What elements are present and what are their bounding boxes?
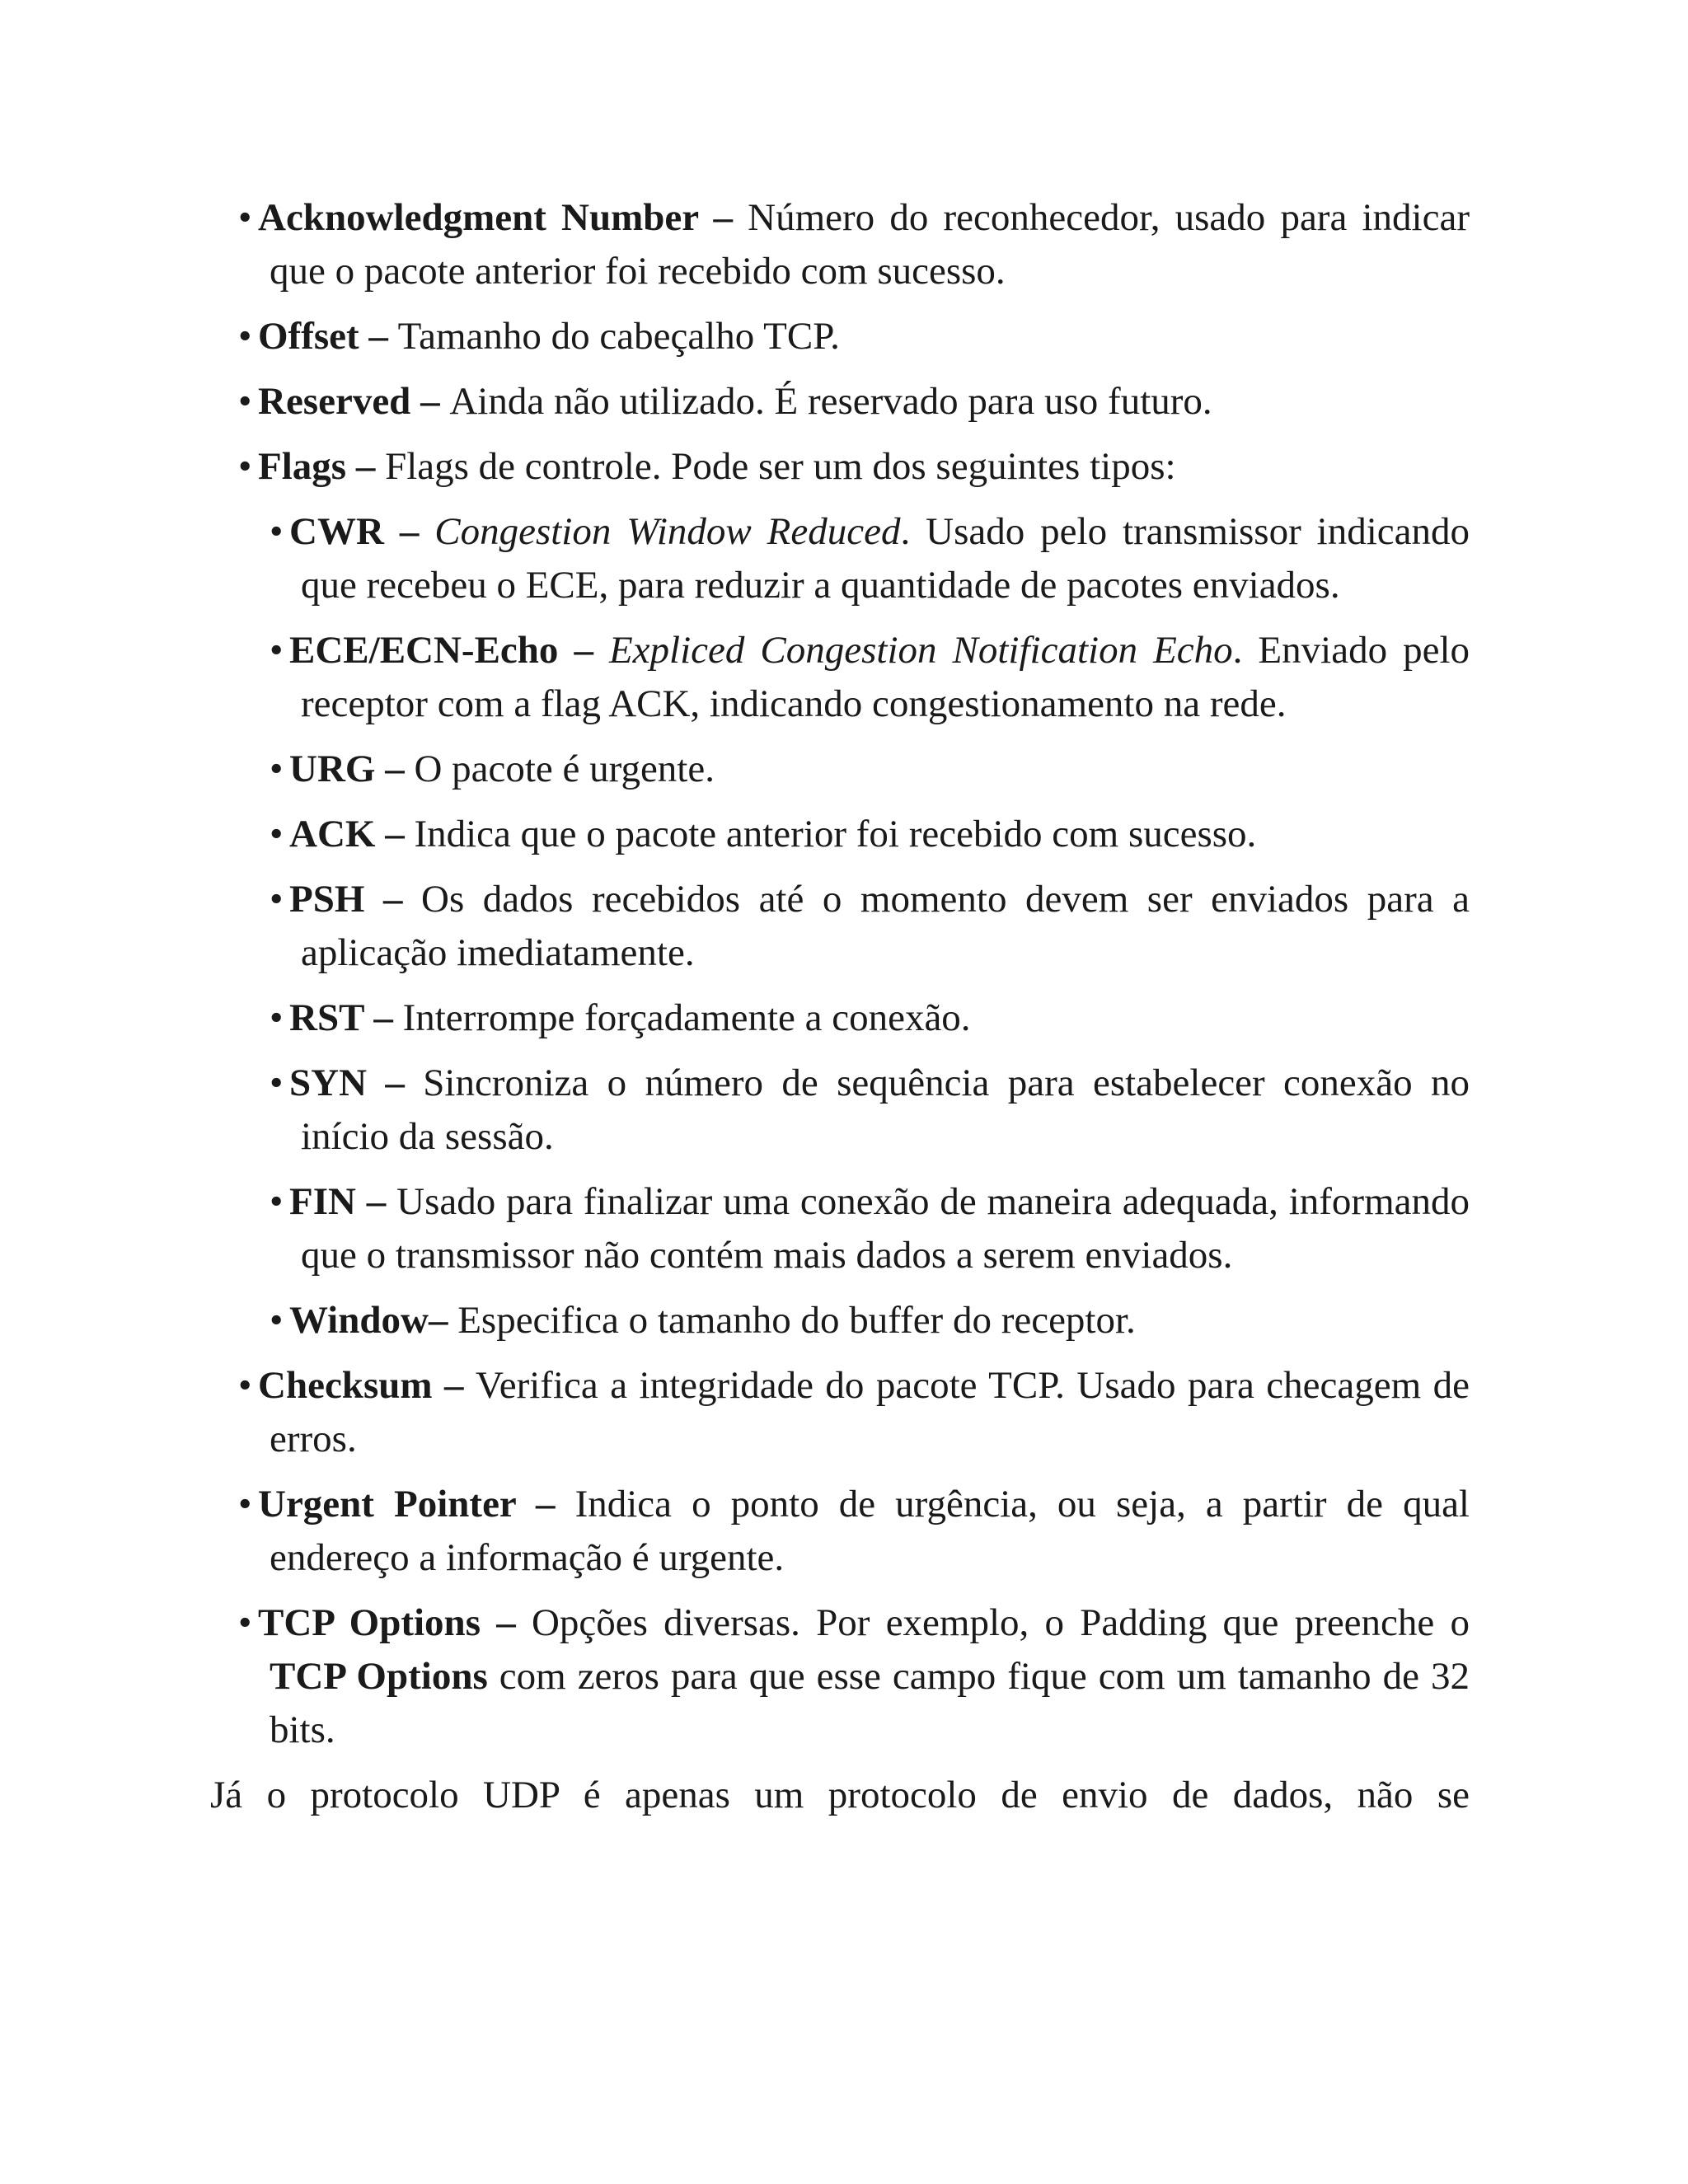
field-term: Urgent Pointer [258, 1483, 516, 1526]
bullet-marker: • [270, 878, 284, 921]
field-term: FIN [289, 1180, 356, 1223]
field-description: O pacote é urgente. [414, 748, 715, 790]
term-dash: – [355, 1180, 397, 1223]
field-term: PSH [289, 878, 365, 921]
field-description-continued: com zeros para que esse campo fique com um tamanho de 32 bits. [270, 1655, 1470, 1751]
field-description: . Usado pelo transmissor indicando que recebeu o ECE, para reduzir a quantidade de pacotes enviados. [301, 510, 1470, 607]
term-dash: – [480, 1601, 532, 1644]
term-dash: – [698, 196, 748, 239]
list-item [210, 310, 1470, 363]
field-term: Flags [258, 445, 347, 488]
bullet-marker: • [270, 1299, 284, 1342]
list-item [210, 624, 1470, 731]
bullet-marker: • [270, 748, 284, 790]
list-item [210, 1294, 1470, 1347]
field-term: URG [289, 748, 376, 790]
term-dash: – [346, 445, 386, 488]
field-description: Interrompe forçadamente a conexão. [402, 996, 971, 1039]
list-item [210, 505, 1470, 612]
field-description: Especifica o tamanho do buffer do receptor. [457, 1299, 1136, 1342]
field-expansion: Expliced Congestion Notification Echo [608, 629, 1233, 672]
field-term: SYN [289, 1062, 368, 1104]
list-item [210, 808, 1470, 861]
term-dash: – [432, 1364, 476, 1407]
bullet-marker: • [238, 1364, 252, 1407]
field-description: Número do reconhecedor, usado para indicar que o pacote anterior foi recebido com sucesso. [270, 196, 1470, 293]
field-term: Offset [258, 315, 359, 358]
term-dash: – [515, 1483, 575, 1526]
inline-term: TCP Options [270, 1655, 488, 1698]
field-description: Indica o ponto de urgência, ou seja, a partir de qual endereço a informação é urgente. [270, 1483, 1470, 1579]
field-description: Flags de controle. Pode ser um dos seguintes tipos: [385, 445, 1176, 488]
term-dash: – [383, 510, 435, 553]
term-dash: – [364, 878, 421, 921]
bullet-marker: • [270, 813, 284, 855]
field-description-list [210, 191, 1470, 1585]
field-term: Acknowledgment Number [258, 196, 699, 239]
list-item [210, 1057, 1470, 1164]
field-description: Sincroniza o número de sequência para estabelecer conexão no início da sessão. [301, 1062, 1470, 1158]
list-item [210, 375, 1470, 429]
field-description: Verifica a integridade do pacote TCP. Usado para checagem de erros. [270, 1364, 1470, 1460]
field-description: Os dados recebidos até o momento devem ser enviados para a aplicação imediatamente. [301, 878, 1470, 974]
field-description: Usado para finalizar uma conexão de maneira adequada, informando que o transmissor não contém mais dados a serem enviados. [301, 1180, 1470, 1277]
field-term: CWR [289, 510, 384, 553]
list-item [210, 1478, 1470, 1585]
field-term: Reserved [258, 380, 411, 423]
bullet-marker: • [270, 629, 284, 672]
field-description: Ainda não utilizado. É reservado para uso futuro. [449, 380, 1212, 423]
field-term: TCP Options [258, 1601, 481, 1644]
term-dash: – [363, 996, 403, 1039]
list-item [210, 440, 1470, 494]
list-item [210, 873, 1470, 980]
field-expansion: Congestion Window Reduced [434, 510, 901, 553]
term-dash: – [375, 813, 415, 855]
bullet-marker: • [238, 1483, 252, 1526]
bullet-marker: • [238, 445, 252, 488]
bullet-marker: • [238, 380, 252, 423]
field-description: Tamanho do cabeçalho TCP. [397, 315, 840, 358]
field-description: . Enviado pelo receptor com a flag ACK, indicando congestionamento na rede. [301, 629, 1470, 725]
bullet-marker: • [238, 315, 252, 358]
term-dash: – [410, 380, 450, 423]
list-item [210, 191, 1470, 298]
term-dash: – [558, 629, 609, 672]
field-description: Indica que o pacote anterior foi recebido com sucesso. [414, 813, 1257, 855]
field-term: ECE/ECN-Echo [289, 629, 559, 672]
term-dash: – [367, 1062, 424, 1104]
field-term: Checksum [258, 1364, 433, 1407]
list-item [210, 991, 1470, 1045]
term-dash: – [375, 748, 415, 790]
list-item [210, 1175, 1470, 1282]
field-term: RST [289, 996, 364, 1039]
term-dash: – [428, 1299, 458, 1342]
term-dash: – [359, 315, 398, 358]
bullet-marker: • [270, 996, 284, 1039]
field-term: Window [289, 1299, 429, 1342]
bullet-marker: • [270, 1062, 284, 1104]
list-item-tcp-options [210, 1596, 1470, 1757]
document-body [210, 191, 1470, 1822]
bullet-marker: • [270, 510, 284, 553]
list-item [210, 1359, 1470, 1466]
bullet-marker: • [238, 1601, 252, 1644]
closing-paragraph: Já o protocolo UDP é apenas um protocolo de envio de dados, não se [210, 1774, 1470, 1816]
bullet-marker: • [238, 196, 252, 239]
field-description: Opções diversas. Por exemplo, o Padding que preenche o [531, 1601, 1470, 1644]
field-term: ACK [289, 813, 376, 855]
list-item [210, 743, 1470, 796]
bullet-marker: • [270, 1180, 284, 1223]
